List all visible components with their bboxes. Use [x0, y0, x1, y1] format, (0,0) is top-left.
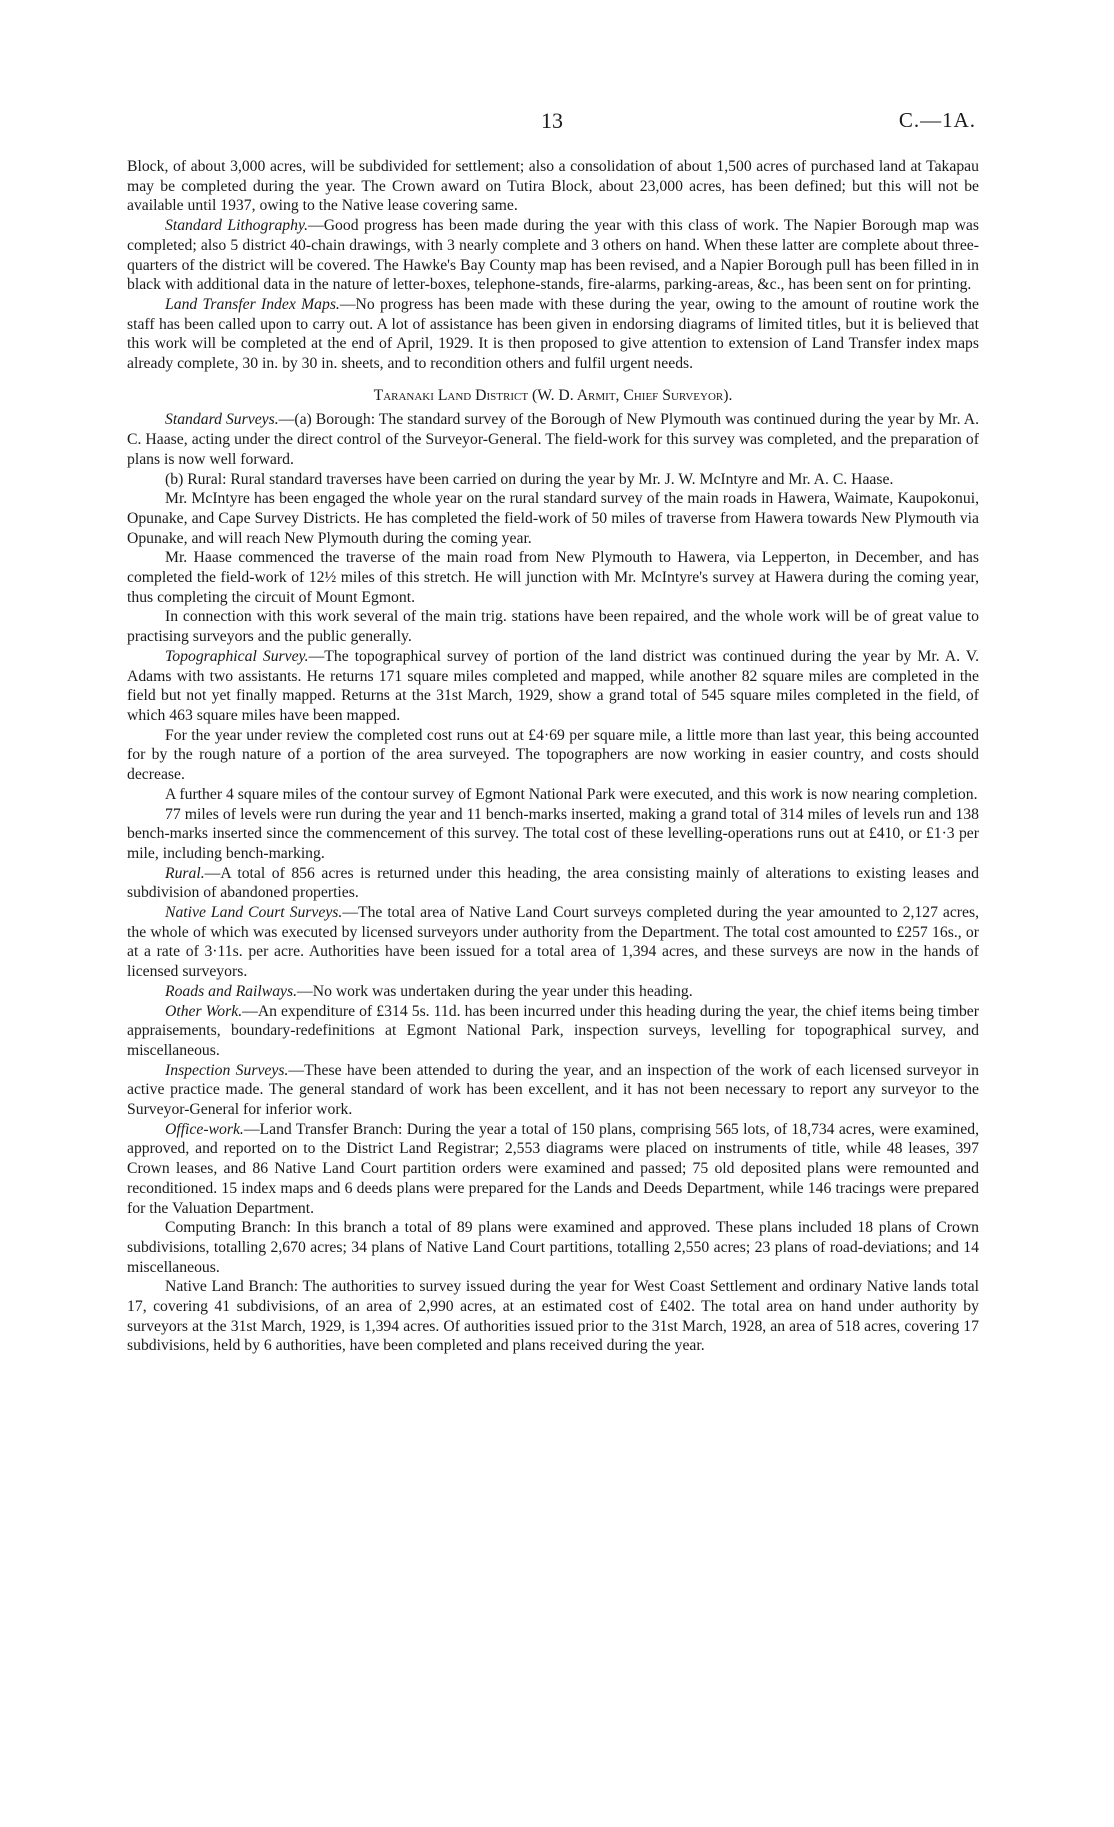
paragraph: Roads and Railways.—No work was undertaken during the year under this heading. — [165, 982, 693, 1000]
paragraph-lead: Other Work. — [165, 1002, 243, 1020]
paragraph-lead: Standard Surveys. — [165, 411, 279, 429]
paragraph: Block, of about 3,000 acres, will be subdivided for settlement; also a consolidation of about 1,500 acres of purchased land at Takapau may be completed during the year. The Crown award on Tutira Block, about 23,000 acres, has been defined; but this will not be available until 1937, owing to the Native lease covering same. — [127, 158, 979, 215]
paragraph-lead: Topographical Survey. — [165, 647, 309, 665]
paragraph: Standard Surveys.—(a) Borough: The standard survey of the Borough of New Plymouth was continued during the year by Mr. A. C. Haase, acting under the direct control of the Surveyor-General. The field-work for this survey was completed, and the preparation of plans is now well forward. — [127, 411, 979, 468]
paragraph: Computing Branch: In this branch a total of 89 plans were examined and approved. These plans included 18 plans of Crown subdivisions, totalling 2,670 acres; 34 plans of Native Land Court partitions, totalling 2,550 acres; 23 plans of road-deviations; and 14 miscellaneous. — [127, 1219, 979, 1276]
paragraph: Mr. Haase commenced the traverse of the main road from New Plymouth to Hawera, via Lepperton, in December, and has completed the field-work of 12½ miles of this stretch. He will junction with Mr. McIntyre's survey at Hawera during the coming year, thus completing the circuit of Mount Egmont. — [127, 549, 979, 606]
paragraph: Native Land Branch: The authorities to survey issued during the year for West Coast Settlement and ordinary Native lands total 17, covering 41 subdivisions, of an area of 2,990 acres, at an estimated cost of £402. The total area on hand under authority by surveyors at the 31st March, 1929, is 1,394 acres. Of authorities issued prior to the 31st March, 1928, an area of 518 acres, covering 17 subdivisions, held by 6 authorities, have been completed and plans received during the year. — [127, 1278, 979, 1355]
paragraph: For the year under review the completed cost runs out at £4·69 per square mile, a little more than last year, this being accounted for by the rough nature of a portion of the area surveyed. The topographers are now working in easier country, and costs should decrease. — [127, 726, 979, 784]
paragraph-lead: Land Transfer Index Maps. — [165, 295, 340, 313]
paragraph-lead: Rural. — [165, 864, 205, 882]
paragraph: (b) Rural: Rural standard traverses have been carried on during the year by Mr. J. W. McIntyre and Mr. A. C. Haase. — [165, 470, 894, 488]
paragraph: Topographical Survey.—The topographical survey of portion of the land district was continued during the year by Mr. A. V. Adams with two assistants. He returns 171 square miles completed and mapped, while another 82 square miles are completed in the field but not yet finally mapped. Returns at the 31st March, 1929, show a grand total of 545 square miles completed in the field, of which 463 square miles have been mapped. — [127, 647, 980, 724]
paragraph: Native Land Court Surveys.—The total area of Native Land Court surveys completed during the year amounted to 2,127 acres, the whole of which was executed by licensed surveyors under authority from the Department. The total cost amounted to £257 16s., or at a rate of 3·11s. per acre. Authorities have been issued for a total area of 1,394 acres, and these surveys are now in the hands of licensed surveyors. — [127, 904, 979, 981]
paragraph: Mr. McIntyre has been engaged the whole year on the rural standard survey of the main roads in Hawera, Waimate, Kaupokonui, Opunake, and Cape Survey Districts. He has completed the field-work of 50 miles of traverse from Hawera towards New Plymouth via Opunake, and will reach New Plymouth during the coming year. — [127, 490, 979, 547]
paragraph: In connection with this work several of the main trig. stations have been repaired, and the whole work will be of great value to practising surveyors and the public generally. — [127, 608, 979, 646]
paragraph: Land Transfer Index Maps.—No progress has been made with these during the year, owing to the amount of routine work the staff has been called upon to carry out. A lot of assistance has been given in endorsing diagrams of limited titles, but it is believed that this work will be completed at the end of April, 1929. It is then proposed to give attention to extension of Land Transfer index maps already complete, 30 in. by 30 in. sheets, and to recondition others and fulfil urgent needs. — [127, 295, 979, 373]
paragraph: A further 4 square miles of the contour survey of Egmont National Park were executed, and this work is now nearing completion. — [165, 785, 978, 803]
paragraph: Other Work.—An expenditure of £314 5s. 11d. has been incurred under this heading during the year, the chief items being timber appraisements, boundary-redefinitions at Egmont National Park, inspection surveys, levelling for topographical survey, and miscellaneous. — [127, 1002, 979, 1059]
paragraph: Inspection Surveys.—These have been attended to during the year, and an inspection of the work of each licensed surveyor in active practice made. The general standard of work has been excellent, and it has not been necessary to report any surveyor to the Surveyor-General for inferior work. — [127, 1061, 980, 1119]
page-number: 13 — [541, 108, 563, 133]
paragraph: 77 miles of levels were run during the year and 11 bench-marks inserted, making a grand total of 314 miles of levels run and 138 bench-marks inserted since the commencement of this survey. The total cost of these levelling-operations runs out at £410, or £1·3 per mile, including bench-marking. — [127, 805, 979, 862]
page-header — [0, 108, 1114, 138]
paragraph: Rural.—A total of 856 acres is returned under this heading, the area consisting mainly of alterations to existing leases and subdivision of abandoned properties. — [127, 864, 979, 902]
paragraph-lead: Native Land Court Surveys. — [165, 904, 343, 922]
section-heading: Taranaki Land District (W. D. Armit, Chief Surveyor). — [373, 386, 733, 404]
paragraph-lead: Roads and Railways. — [165, 982, 298, 1000]
document-reference: C.—1A. — [898, 108, 976, 132]
paragraph: Office-work.—Land Transfer Branch: During the year a total of 150 plans, comprising 565 lots, of 18,734 acres, were examined, approved, and reported on to the District Land Registrar; 2,553 diagrams were placed on instruments of title, while 48 leases, 397 Crown leases, and 86 Native Land Court partition orders were examined and passed; 75 old deposited plans were remounted and reconditioned. 15 index maps and 6 deeds plans were prepared for the Lands and Deeds Department, while 146 tracings were prepared for the Valuation Department. — [127, 1120, 979, 1217]
paragraph: Standard Lithography.—Good progress has been made during the year with this class of work. The Napier Borough map was completed; also 5 district 40-chain drawings, with 3 nearly complete and 3 others on hand. When these latter are complete about three-quarters of the district will be covered. The Hawke's Bay County map has been revised, and a Napier Borough pull has been filled in in black with additional data in the nature of letter-boxes, telephone-stands, fire-alarms, parking-areas, &c., has been sent on for printing. — [127, 217, 979, 294]
paragraph-lead: Standard Lithography. — [165, 217, 308, 235]
paragraph-lead: Inspection Surveys. — [165, 1061, 289, 1079]
document-body — [127, 157, 979, 1356]
paragraph-lead: Office-work. — [165, 1120, 244, 1138]
